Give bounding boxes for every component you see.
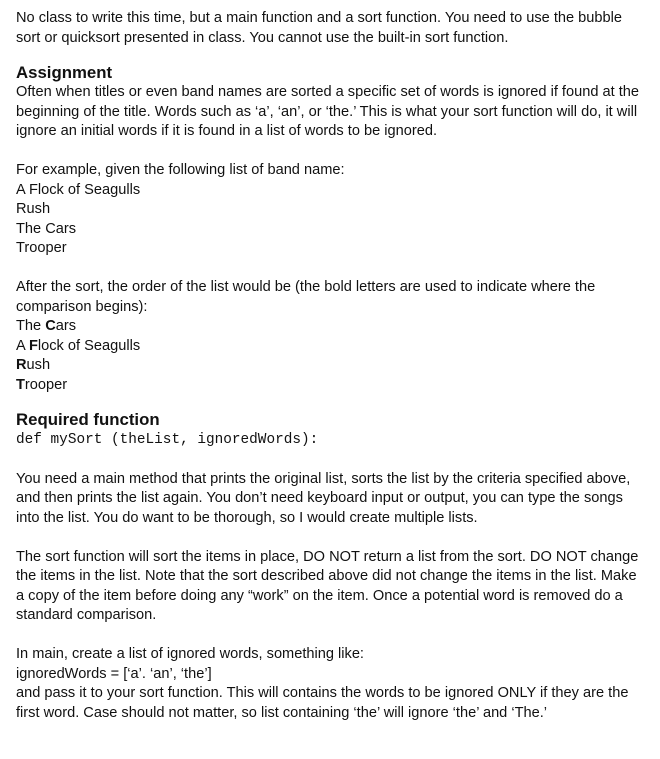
- band-rest: ars: [55, 318, 77, 334]
- comparison-start-letter: R: [16, 357, 27, 373]
- sorted-band-list: [16, 317, 646, 395]
- comparison-start-letter: T: [16, 376, 25, 393]
- required-function-heading: Required function: [16, 410, 160, 429]
- function-signature-code: def mySort (theList, ignoredWords):: [16, 432, 319, 448]
- document-body: [16, 9, 646, 723]
- after-sort-paragraph: After the sort, the order of the list would be (the bold letters are used to indicate where the comparison begins):: [16, 279, 596, 315]
- band-prefix: The: [16, 318, 46, 334]
- band-item: A Flock of Seagulls: [16, 181, 141, 198]
- band-item: Rush: [16, 201, 51, 217]
- comparison-start-letter: F: [28, 337, 38, 354]
- band-prefix: A: [16, 337, 29, 354]
- band-rest: rooper: [24, 376, 68, 393]
- sorted-band-item: [16, 376, 646, 396]
- main-create-section: [16, 645, 646, 723]
- band-item: Trooper: [16, 240, 67, 256]
- assignment-paragraph: Often when titles or even band names are sorted a specific set of words is ignored if found at the beginning of the title. Words such as ‘a’, ‘an’, or ‘the.’ This is what your sort function will do, it will ignore an initial words if it is found in a list of words to be ignored.: [16, 84, 640, 139]
- sorted-band-item: [16, 337, 646, 357]
- main-method-paragraph: You need a main method that prints the original list, sorts the list by the criteria specified above, and then prints the list again. You don’t need keyboard input or output, you can type the songs into the list. You do want to be thorough, so I would create multiple lists.: [16, 470, 631, 526]
- band-rest: lock of Seagulls: [37, 337, 141, 354]
- comparison-start-letter: C: [45, 318, 56, 334]
- ignored-words-example: ignoredWords = [‘a’. ‘an’, ‘the’]: [16, 665, 212, 682]
- sort-function-paragraph: The sort function will sort the items in place, DO NOT return a list from the sort. DO NOT change the items in the list. Note that the sort described above did not change the items in the list. Make a copy of the item before doing any “work” on the item. Once a potential word is removed do a standard comparison.: [16, 548, 639, 623]
- band-list: [16, 181, 646, 259]
- sorted-band-item: [16, 356, 646, 376]
- main-create-explanation: and pass it to your sort function. This will contains the words to be ignored ONLY if they are the first word. Case should not matter, so list containing ‘the’ will ignore ‘the’ and ‘The.’: [16, 685, 629, 721]
- example-intro: For example, given the following list of band name:: [16, 162, 345, 178]
- intro-paragraph: No class to write this time, but a main function and a sort function. You need to use the bubble sort or quicksort presented in class. You cannot use the built-in sort function.: [16, 10, 623, 46]
- band-item: The Cars: [16, 220, 77, 237]
- assignment-heading: Assignment: [16, 63, 113, 82]
- main-create-line: In main, create a list of ignored words, something like:: [16, 646, 364, 662]
- band-rest: ush: [26, 357, 51, 373]
- sorted-band-item: [16, 317, 646, 337]
